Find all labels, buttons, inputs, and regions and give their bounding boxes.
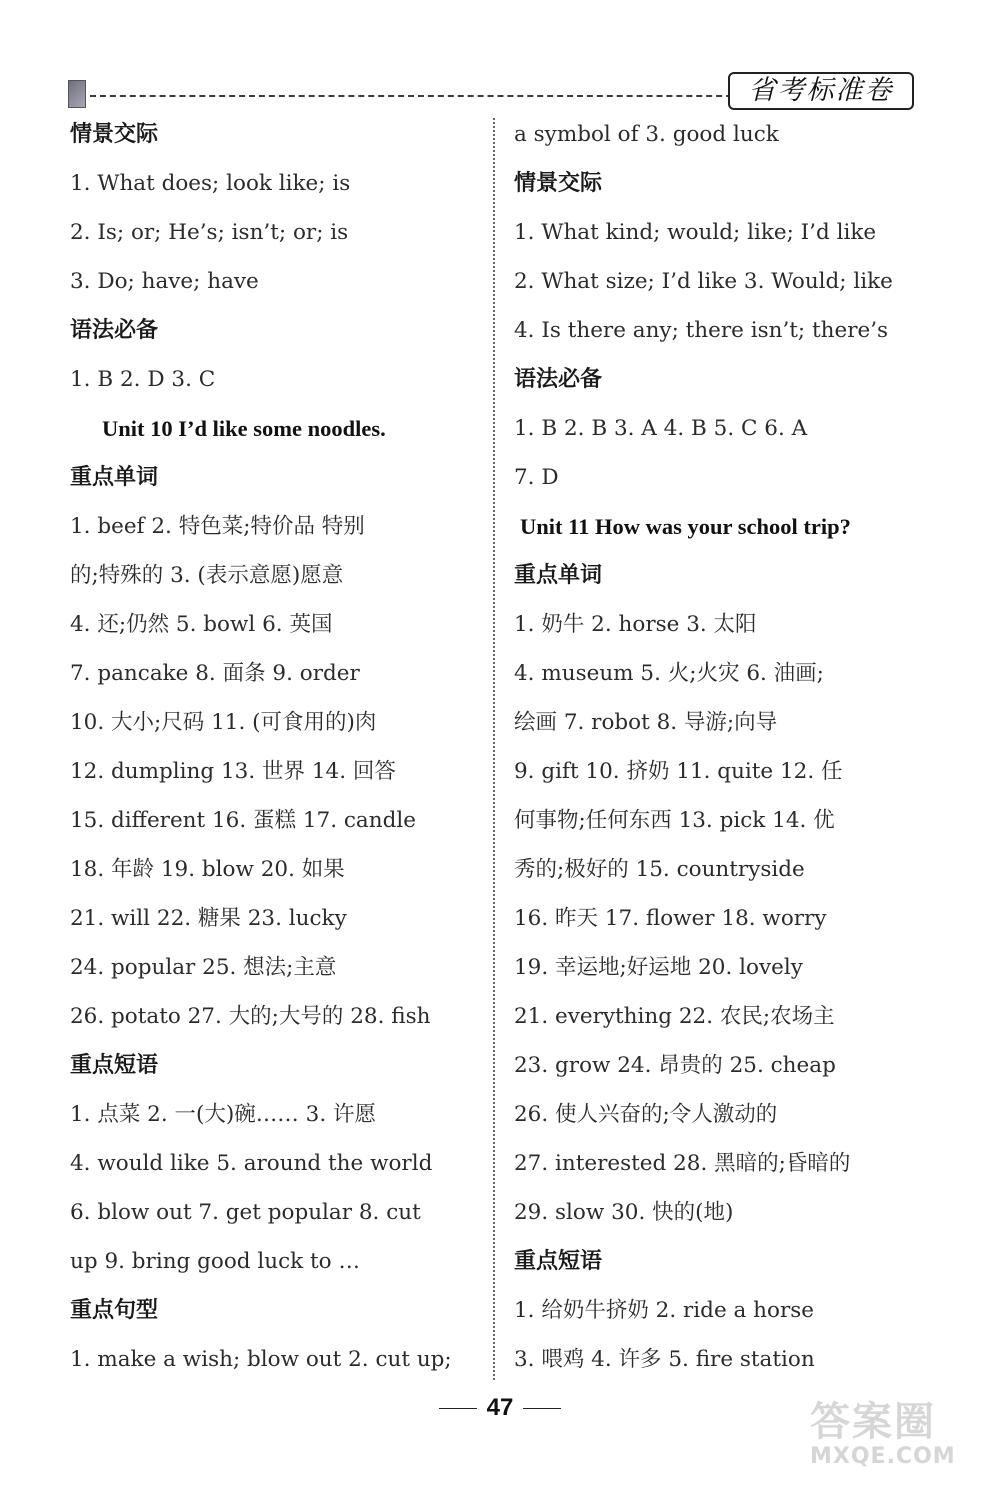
answer-line: 4. would like 5. around the world <box>70 1151 433 1176</box>
header-dashed-rule <box>90 95 742 97</box>
answer-line: 15. different 16. 蛋糕 17. candle <box>70 808 416 833</box>
header-square-mark <box>68 80 86 108</box>
section-heading: 重点短语 <box>514 1249 603 1274</box>
answer-line: 16. 昨天 17. flower 18. worry <box>514 906 827 931</box>
answer-line: 1. B 2. B 3. A 4. B 5. C 6. A <box>514 416 808 441</box>
answer-line: 1. What kind; would; like; I’d like <box>514 220 877 245</box>
answer-line: 1. B 2. D 3. C <box>70 367 216 392</box>
section-heading: 重点短语 <box>70 1053 159 1078</box>
answer-line: 12. dumpling 13. 世界 14. 回答 <box>70 759 396 784</box>
answer-line: 26. potato 27. 大的;大号的 28. fish <box>70 1004 431 1029</box>
answer-line: 7. D <box>514 465 559 490</box>
answer-line: 的;特殊的 3. (表示意愿)愿意 <box>70 563 344 588</box>
answer-line: 1. beef 2. 特色菜;特价品 特别 <box>70 514 365 539</box>
page-number-dash-left <box>439 1408 477 1409</box>
answer-line: 2. Is; or; He’s; isn’t; or; is <box>70 220 349 245</box>
answer-line: 1. What does; look like; is <box>70 171 351 196</box>
answer-line: 绘画 7. robot 8. 导游;向导 <box>514 710 778 735</box>
section-heading: 重点句型 <box>70 1298 159 1323</box>
answer-line: 24. popular 25. 想法;主意 <box>70 955 337 980</box>
answer-line: 2. What size; I’d like 3. Would; like <box>514 269 893 294</box>
right-column <box>514 110 924 1384</box>
answer-line: 秀的;极好的 15. countryside <box>514 857 805 882</box>
answer-line: 27. interested 28. 黑暗的;昏暗的 <box>514 1151 851 1176</box>
answer-line: 21. will 22. 糖果 23. lucky <box>70 906 347 931</box>
watermark-logo <box>810 1400 990 1480</box>
answer-line: 1. 奶牛 2. horse 3. 太阳 <box>514 612 757 637</box>
page-header <box>68 75 918 110</box>
answer-line: 3. Do; have; have <box>70 269 259 294</box>
section-heading: 重点单词 <box>514 563 603 588</box>
page-number-dash-right <box>523 1408 561 1409</box>
answer-line: a symbol of 3. good luck <box>514 122 779 147</box>
answer-line: 9. gift 10. 挤奶 11. quite 12. 任 <box>514 759 843 784</box>
answer-line: 4. Is there any; there isn’t; there’s <box>514 318 889 343</box>
answer-line: up 9. bring good luck to … <box>70 1249 360 1274</box>
section-heading: 重点单词 <box>70 465 159 490</box>
unit-title: Unit 10 I’d like some noodles. <box>102 416 386 441</box>
answer-line: 4. museum 5. 火;火灾 6. 油画; <box>514 661 824 686</box>
answer-line: 26. 使人兴奋的;令人激动的 <box>514 1102 778 1127</box>
page-number-value: 47 <box>486 1394 514 1421</box>
answer-line: 18. 年龄 19. blow 20. 如果 <box>70 857 345 882</box>
unit-title: Unit 11 How was your school trip? <box>520 514 851 539</box>
answer-line: 19. 幸运地;好运地 20. lovely <box>514 955 803 980</box>
answer-line: 10. 大小;尺码 11. (可食用的)肉 <box>70 710 377 735</box>
answer-line: 23. grow 24. 昂贵的 25. cheap <box>514 1053 836 1078</box>
answer-line: 6. blow out 7. get popular 8. cut <box>70 1200 421 1225</box>
column-divider <box>493 118 495 1380</box>
answer-line: 3. 喂鸡 4. 许多 5. fire station <box>514 1347 815 1372</box>
section-heading: 语法必备 <box>70 318 159 343</box>
section-heading: 情景交际 <box>70 122 159 147</box>
answer-line: 何事物;任何东西 13. pick 14. 优 <box>514 808 835 833</box>
answer-line: 4. 还;仍然 5. bowl 6. 英国 <box>70 612 333 637</box>
answer-line: 29. slow 30. 快的(地) <box>514 1200 734 1225</box>
section-heading: 情景交际 <box>514 171 603 196</box>
watermark-top: 答案圈 <box>810 1399 936 1445</box>
answer-line: 1. 点菜 2. 一(大)碗…… 3. 许愿 <box>70 1102 376 1127</box>
answer-line: 1. 给奶牛挤奶 2. ride a horse <box>514 1298 814 1323</box>
answer-line: 21. everything 22. 农民;农场主 <box>514 1004 835 1029</box>
left-column <box>70 110 475 1384</box>
section-heading: 语法必备 <box>514 367 603 392</box>
header-badge: 省考标准卷 <box>728 72 914 110</box>
answer-line: 7. pancake 8. 面条 9. order <box>70 661 360 686</box>
answer-line: 1. make a wish; blow out 2. cut up; <box>70 1347 452 1372</box>
watermark-bottom: MXQE.COM <box>810 1444 956 1469</box>
